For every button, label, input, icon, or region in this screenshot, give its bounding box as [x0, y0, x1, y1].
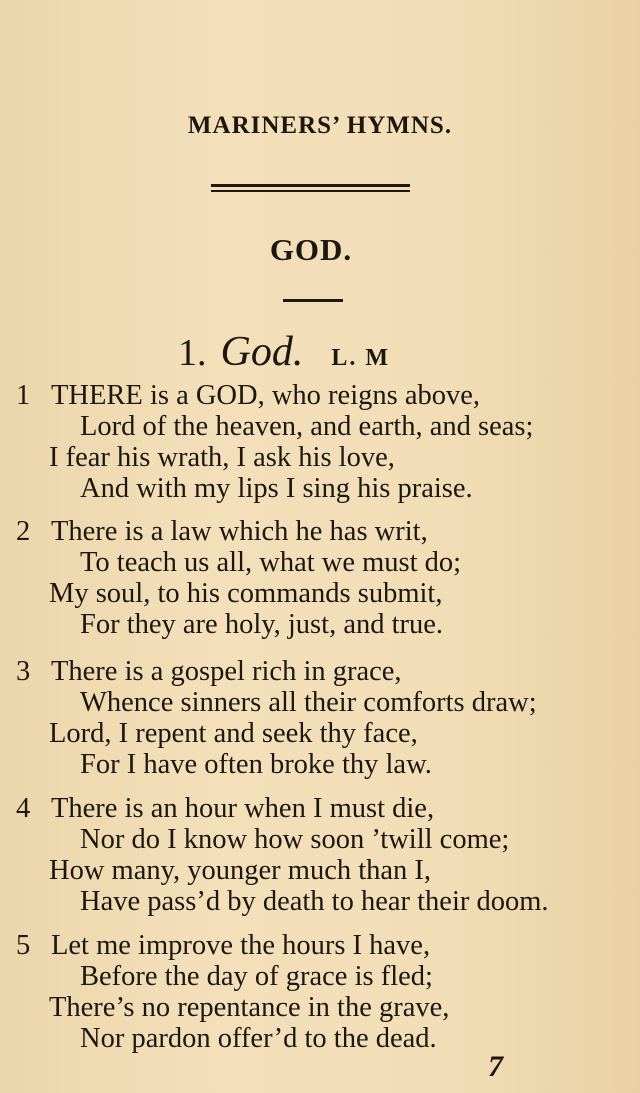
verse-line: How many, younger much than I, [49, 855, 432, 886]
section-title: GOD. [269, 232, 353, 267]
verse-line: There is a gospel rich in grace, [51, 656, 402, 687]
verse-line: There is an hour when I must die, [51, 793, 435, 824]
verse-line: Let me improve the hours I have, [51, 930, 431, 961]
hymn-meter: L. M [331, 345, 391, 371]
verse-line: Nor pardon offer’d to the dead. [80, 1023, 437, 1054]
stanza-number: 4 [16, 793, 31, 824]
verse-line: And with my lips I sing his praise. [80, 473, 473, 504]
stanza-number: 2 [16, 516, 31, 547]
hymn-title: God. [220, 329, 304, 375]
double-rule-divider [211, 184, 410, 192]
running-head: MARINERS’ HYMNS. [187, 112, 453, 139]
verse-line: Have pass’d by death to hear their doom. [80, 886, 549, 917]
verse-line: Whence sinners all their comforts draw; [80, 687, 537, 718]
page-number: 7 [488, 1050, 503, 1083]
stanza-number: 3 [16, 656, 31, 687]
verse-line: My soul, to his commands submit, [49, 578, 443, 609]
stanza-number: 5 [16, 930, 31, 961]
hymn-heading [178, 328, 390, 376]
verse-line: Lord of the heaven, and earth, and seas; [80, 411, 534, 442]
verse-line: I fear his wrath, I ask his love, [49, 442, 395, 473]
verse-line: For I have often broke thy law. [80, 749, 432, 780]
verse-line: To teach us all, what we must do; [80, 547, 462, 578]
hymn-number: 1. [178, 332, 207, 374]
verse-line: For they are holy, just, and true. [80, 609, 444, 640]
verse-line: Before the day of grace is fled; [80, 961, 433, 992]
short-rule-divider [283, 299, 343, 302]
verse-line: There’s no repentance in the grave, [49, 992, 450, 1023]
stanza-number: 1 [16, 380, 31, 411]
verse-line: Lord, I repent and seek thy face, [49, 718, 418, 749]
verse-line: There is a law which he has writ, [51, 516, 428, 547]
verse-line: THERE is a GOD, who reigns above, [51, 380, 481, 411]
verse-line: Nor do I know how soon ’twill come; [80, 824, 510, 855]
